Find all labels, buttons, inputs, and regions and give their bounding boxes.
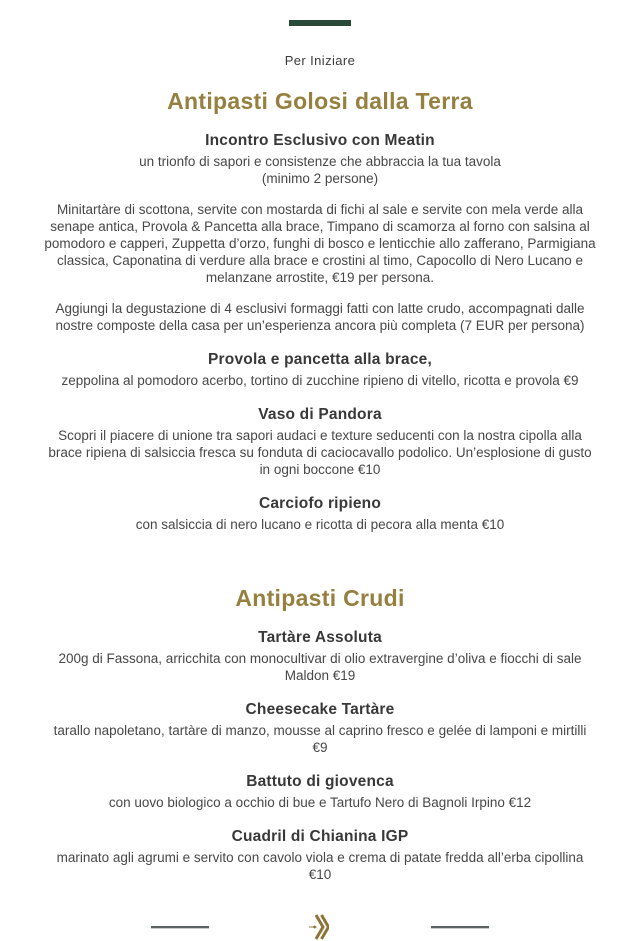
divider-bar [289,20,351,26]
item-title-cheesecake-tartare: Cheesecake Tartàre [245,701,395,718]
item-title-carciofo-ripieno: Carciofo ripieno [258,495,382,512]
item-paragraph: Minitartàre di scottona, servite con mostarda di fichi al sale e servite con mela verde alla senape antica, Provola & Pancetta alla brace, Timpano di scamorza al forno con salsina al pomodoro e capperi, Zuppetta d’orzo, funghi di bosco e lenticchie allo zafferano, Parmigiana classica, Caponatina di verdure alla brace e crostini al timo, Capocollo di Nero Lucano e melanzane arrostite, €19 per persona. [44,202,596,285]
item-title-incontro-esclusivo: Incontro Esclusivo con Meatin [205,132,435,149]
double-chevron-arrow-icon [309,913,329,941]
item-paragraph: Aggiungi la degustazione di 4 esclusivi formaggi fatti con latte crudo, accompagnati dalle nostre composte della casa per un’esperienza ancora più completa (7 EUR per persona) [55,301,585,333]
section-title-antipasti-crudi: Antipasti Crudi [235,585,405,611]
item-title-battuto-di-giovenca: Battuto di giovenca [246,773,394,790]
item-desc-line: 200g di Fassona, arricchita con monocultivar di olio extravergine d’oliva e fiocchi di sale Maldon €19 [58,651,582,683]
item-desc-line: con uovo biologico a occhio di bue e Tartufo Nero di Bagnoli Irpino €12 [108,795,532,810]
item-desc-line: zeppolina al pomodoro acerbo, tortino di zucchine ripieno di vitello, ricotta e provola €9 [61,373,579,388]
item-desc-line: un trionfo di sapori e consistenze che abbraccia la tua tavola [139,154,501,169]
item-title-vaso-di-pandora: Vaso di Pandora [258,406,382,423]
item-desc-line: marinato agli agrumi e servito con cavolo viola e crema di patate fredda all’erba cipollina €10 [56,850,584,882]
menu-page [0,20,640,941]
footer-rule-left [151,926,209,929]
item-desc-line: Scopri il piacere di unione tra sapori audaci e texture seducenti con la nostra cipolla alla brace ripiena di salsiccia fresca su fonduta di caciocavallo podolico. Un’esplosione di gusto in ogni boccone €10 [48,428,592,477]
footer-rule-right [431,926,489,929]
section-title-antipasti-golosi: Antipasti Golosi dalla Terra [167,88,473,114]
item-desc-line: tarallo napoletano, tartàre di manzo, mousse al caprino fresco e gelée di lamponi e mirtilli €9 [53,723,587,755]
item-title-provola-pancetta: Provola e pancetta alla brace, [208,351,432,368]
item-title-cuadril-di-chianina: Cuadril di Chianina IGP [231,828,409,845]
item-desc-line: (minimo 2 persone) [261,171,379,186]
footer-divider [44,913,596,941]
menu-eyebrow: Per Iniziare [284,53,356,68]
item-desc-line: con salsiccia di nero lucano e ricotta di pecora alla menta €10 [135,517,505,532]
item-title-tartare-assoluta: Tartàre Assoluta [258,629,382,646]
